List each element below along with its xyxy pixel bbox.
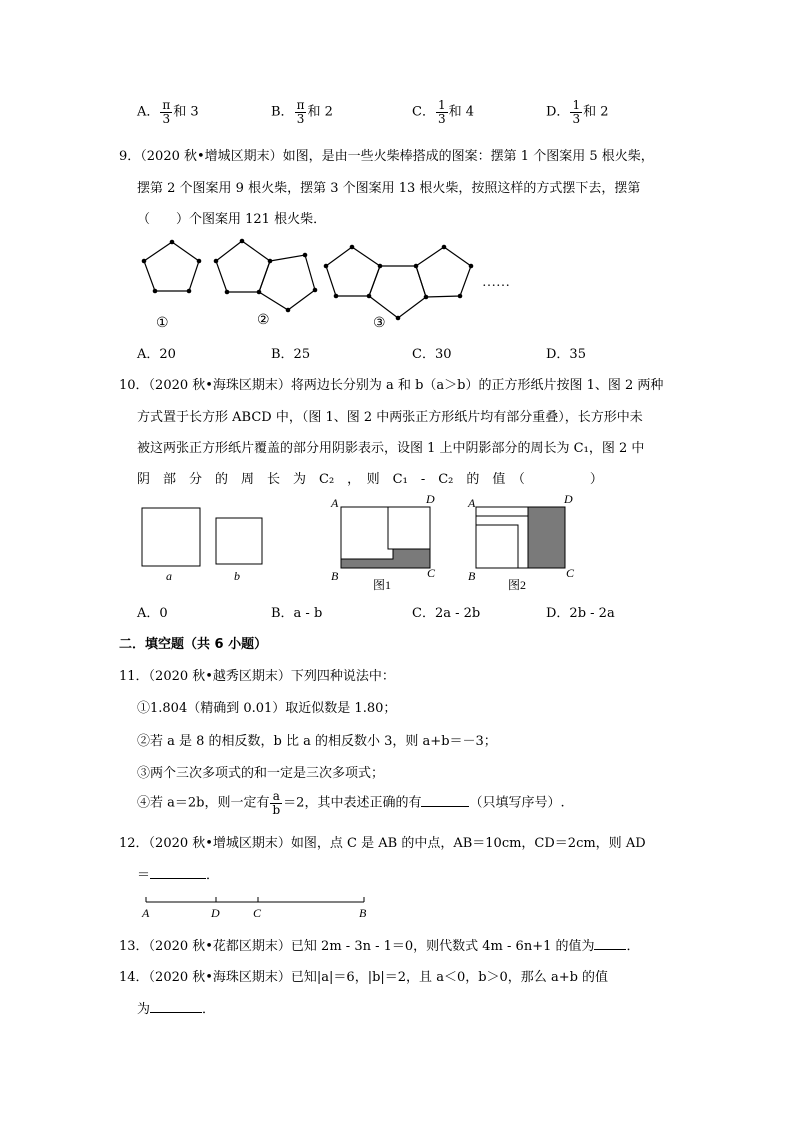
fig1-caption: 图1 xyxy=(373,578,392,592)
q10-line3: 被这两张正方形纸片覆盖的部分用阴影表示，设图 1 上中阴影部分的周长为 C₁，图 2 中 xyxy=(137,441,645,456)
q8-option-c: C． $\frac{1}{3}$ 和 4 xyxy=(412,98,474,126)
q10-option-b: B．a - b xyxy=(271,606,323,621)
q9-option-d: D．35 xyxy=(546,347,586,362)
q11-statement-3: ③两个三次多项式的和一定是三次多项式； xyxy=(137,766,385,781)
q14-line2: 为 ． xyxy=(137,1002,216,1017)
ellipsis: …… xyxy=(482,275,510,290)
square-b xyxy=(216,518,262,564)
answer-blank[interactable] xyxy=(150,1000,202,1013)
fig2-caption: 图2 xyxy=(508,578,527,592)
matchstick-joints xyxy=(142,239,474,321)
answer-blank[interactable] xyxy=(150,866,206,879)
point-B: B xyxy=(359,906,367,920)
q9-option-c: C．30 xyxy=(412,347,452,362)
q8-option-d: D． $\frac{1}{3}$ 和 2 xyxy=(546,98,609,126)
point-A: A xyxy=(142,906,150,920)
q10-line2: 方式置于长方形 ABCD 中，（图 1、图 2 中两张正方形纸片均有部分重叠），长方形中未 xyxy=(137,410,643,425)
q12-line1: 12．（2020 秋•增城区期末）如图，点 C 是 AB 的中点，AB＝10cm，CD＝2cm，则 AD xyxy=(119,836,646,851)
fig2-shade-right xyxy=(528,507,565,568)
segment-diagram xyxy=(138,890,378,922)
matchstick-pentagon-figure xyxy=(130,228,530,333)
fraction: $\frac{\pi}{3}$ xyxy=(296,98,305,126)
q11-statement-4: ④若 a＝2b，则一定有 $\frac{a}{b}$ ＝2，其中表述正确的有 （只填写序号）. xyxy=(137,789,565,817)
pentagon-fig3-b xyxy=(369,266,426,318)
q9-line3: （ ）个图案用 121 根火柴． xyxy=(137,212,327,227)
q9-option-a: A．20 xyxy=(137,347,176,362)
q11-statement-2: ②若 a 是 8 的相反数，b 比 a 的相反数小 3，则 a+b＝－3； xyxy=(137,734,497,749)
section-heading: 二．填空题（共 6 小题） xyxy=(119,637,268,652)
fig-label-3: ③ xyxy=(373,316,386,331)
fraction: $\frac{1}{3}$ xyxy=(572,98,581,126)
label-a: a xyxy=(166,569,172,583)
fig1-C: C xyxy=(427,566,436,580)
fraction: $\frac{\pi}{3}$ xyxy=(162,98,171,126)
fig2-C: C xyxy=(566,566,575,580)
fraction-a-over-b: $\frac{a}{b}$ xyxy=(272,789,281,817)
fig1-B: B xyxy=(331,569,339,583)
fig1-square-b xyxy=(388,507,430,549)
label-b: b xyxy=(234,569,240,583)
square-a xyxy=(142,508,200,566)
fig1-A: A xyxy=(331,496,339,510)
q12-line2: ＝ ． xyxy=(137,868,220,883)
answer-blank[interactable] xyxy=(594,937,626,950)
q11-statement-1: ①1.804（精确到 0.01）取近似数是 1.80； xyxy=(137,701,397,716)
pentagon-fig1 xyxy=(144,242,199,291)
fig-label-1: ① xyxy=(156,316,169,331)
q10-line4: 阴 部 分 的 周 长 为 C₂ ， 则 C₁ - C₂ 的 值 （ ） xyxy=(137,472,603,487)
q14-line1: 14．（2020 秋•海珠区期末）已知|a|＝6，|b|＝2，且 a＜0，b＞0，那么 a+b 的值 xyxy=(119,970,609,985)
q13-line1: 13．（2020 秋•花都区期末）已知 2m - 3n - 1＝0，则代数式 4m - 6n+1 的值为 ． xyxy=(119,939,640,954)
q10-line1: 10．（2020 秋•海珠区期末）将两边长分别为 a 和 b（a＞b）的正方形纸片按图 1、图 2 两种 xyxy=(119,378,664,393)
q9-option-b: B．25 xyxy=(271,347,311,362)
fig2-A: A xyxy=(468,496,476,510)
fig2-B: B xyxy=(468,569,476,583)
q11-line1: 11．（2020 秋•越秀区期末）下列四种说法中： xyxy=(119,669,395,684)
fraction: $\frac{1}{3}$ xyxy=(437,98,446,126)
q8-option-b: B． $\frac{\pi}{3}$ 和 2 xyxy=(271,98,333,126)
fig2-D: D xyxy=(564,492,573,506)
q9-line1: 9．（2020 秋•增城区期末）如图，是由一些火柴棒搭成的图案：摆第 1 个图案用 5 根火柴， xyxy=(119,149,654,164)
point-D: D xyxy=(211,906,220,920)
point-C: C xyxy=(253,906,262,920)
q10-option-d: D．2b - 2a xyxy=(546,606,615,621)
q10-option-c: C．2a - 2b xyxy=(412,606,481,621)
fig1-square-a xyxy=(341,507,393,559)
pentagon-fig2-b xyxy=(259,255,315,310)
q8-option-a: A． $\frac{\pi}{3}$ 和 3 xyxy=(137,98,199,126)
q9-line2: 摆第 2 个图案用 9 根火柴，摆第 3 个图案用 13 根火柴，按照这样的方式摆下去，摆第 xyxy=(137,181,641,196)
pentagon-fig3-c xyxy=(416,247,471,297)
fig1-D: D xyxy=(426,492,435,506)
fig-label-2: ② xyxy=(257,313,270,328)
answer-blank[interactable] xyxy=(421,794,469,807)
square-paper-figure xyxy=(130,490,590,595)
q10-option-a: A．0 xyxy=(137,606,168,621)
